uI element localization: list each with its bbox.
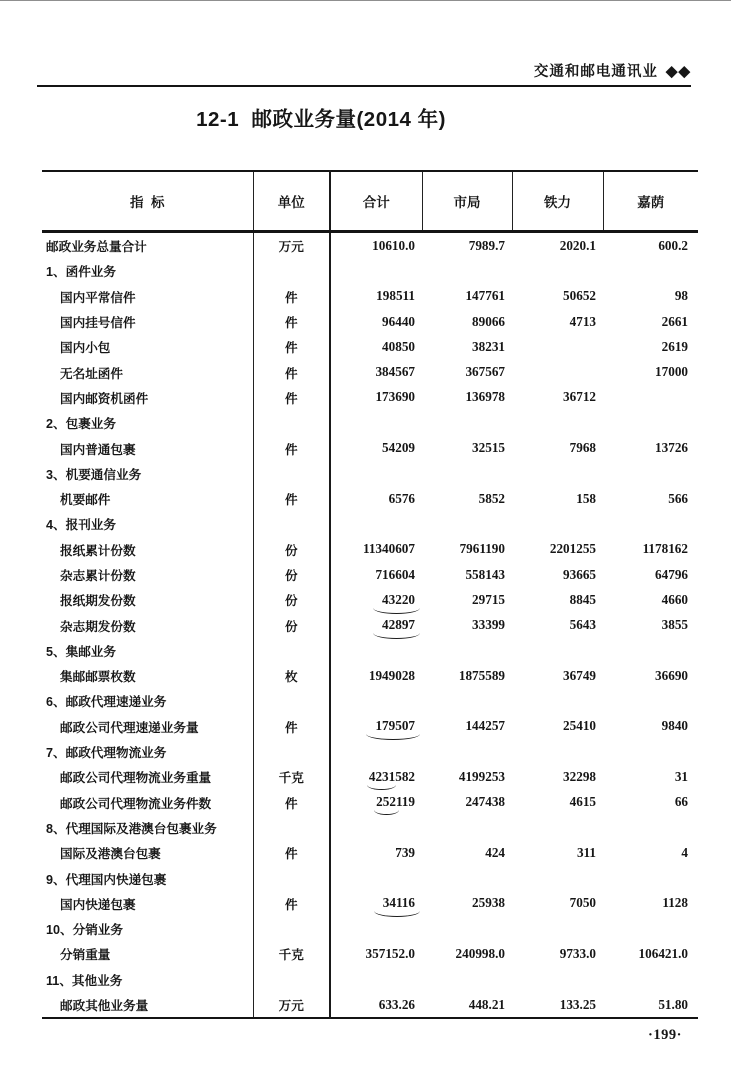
value-cell-city-bureau — [422, 815, 512, 840]
table-row — [42, 638, 698, 663]
value-cell-jiayin — [603, 916, 698, 941]
indicator-cell: 无名址函件 — [60, 366, 123, 381]
unit-cell — [253, 638, 330, 663]
table-row — [42, 663, 698, 688]
unit-cell — [253, 815, 330, 840]
value-cell-tieli — [512, 410, 603, 435]
value-cell-tieli: 5643 — [569, 617, 596, 633]
value-cell-total — [330, 815, 422, 840]
value-cell-total: 1949028 — [368, 667, 415, 683]
indicator-cell: 8、代理国际及港澳台包裹业务 — [46, 821, 217, 836]
value-cell-jiayin — [603, 385, 698, 410]
value-cell-jiayin — [603, 688, 698, 713]
indicator-cell: 国内小包 — [60, 341, 111, 356]
table-row — [42, 612, 698, 637]
unit-cell — [253, 865, 330, 890]
value-cell-jiayin: 9840 — [661, 718, 688, 734]
value-cell-tieli: 7968 — [569, 440, 596, 456]
value-cell-total: 173690 — [375, 389, 415, 405]
indicator-cell: 邮政其他业务量 — [60, 999, 149, 1014]
value-cell-jiayin — [603, 638, 698, 663]
value-cell-total — [330, 739, 422, 764]
indicator-cell: 邮政公司代理速递业务量 — [60, 720, 199, 735]
value-cell-jiayin — [603, 410, 698, 435]
value-cell-city-bureau: 448.21 — [468, 996, 505, 1012]
indicator-cell: 国内快递包裹 — [60, 897, 136, 912]
value-cell-city-bureau — [422, 967, 512, 992]
value-cell-tieli — [512, 739, 603, 764]
value-cell-tieli — [512, 815, 603, 840]
col-header-city-bureau: 市局 — [422, 171, 512, 232]
table-row — [42, 865, 698, 890]
page-number: ·199· — [648, 1027, 682, 1043]
value-cell-jiayin: 1178162 — [642, 541, 688, 557]
indicator-cell: 邮政公司代理物流业务重量 — [60, 771, 212, 786]
value-cell-city-bureau — [422, 511, 512, 536]
indicator-cell: 国内平常信件 — [60, 290, 136, 305]
value-cell-total: 633.26 — [378, 996, 415, 1012]
value-cell-tieli: 7050 — [569, 895, 596, 911]
value-cell-jiayin — [603, 815, 698, 840]
value-cell-city-bureau: 4199253 — [458, 768, 505, 784]
value-cell-total — [330, 790, 422, 815]
col-header-total: 合计 — [330, 171, 422, 232]
table-header — [42, 171, 698, 232]
value-cell-tieli — [512, 967, 603, 992]
value-cell-tieli — [512, 688, 603, 713]
table-row — [42, 359, 698, 384]
value-cell-tieli — [512, 511, 603, 536]
value-cell-total — [330, 714, 422, 739]
value-cell-city-bureau — [422, 865, 512, 890]
value-cell-city-bureau: 424 — [485, 844, 505, 860]
indicator-cell: 4、报刊业务 — [46, 518, 116, 533]
value-cell-city-bureau: 136978 — [465, 389, 505, 405]
value-cell-city-bureau: 33399 — [472, 617, 505, 633]
value-cell-total — [330, 258, 422, 283]
value-cell-jiayin: 3855 — [661, 617, 688, 633]
table-row — [42, 461, 698, 486]
value-cell-city-bureau: 147761 — [465, 288, 505, 304]
value-cell-total — [330, 891, 422, 916]
value-cell-city-bureau: 5852 — [478, 490, 505, 506]
unit-cell: 份 — [253, 587, 330, 612]
unit-cell — [253, 258, 330, 283]
unit-cell: 件 — [253, 334, 330, 359]
value-cell-tieli — [512, 258, 603, 283]
table-row — [42, 410, 698, 435]
value-cell-jiayin: 1128 — [662, 895, 688, 911]
value-cell-total: 198511 — [376, 288, 415, 304]
value-cell-city-bureau: 29715 — [472, 591, 505, 607]
indicator-cell: 报纸累计份数 — [60, 543, 136, 558]
value-cell-jiayin: 4660 — [661, 591, 688, 607]
indicator-cell: 邮政业务总量合计 — [46, 240, 147, 255]
page-title: 12-1 邮政业务量(2014 年) — [196, 108, 446, 131]
value-cell-city-bureau: 32515 — [472, 440, 505, 456]
value-cell-city-bureau — [422, 916, 512, 941]
value-cell-jiayin: 66 — [674, 794, 688, 810]
value-cell-jiayin: 2619 — [661, 338, 688, 354]
value-cell-tieli: 4713 — [569, 313, 596, 329]
value-cell-total: 10610.0 — [372, 237, 415, 253]
value-cell-total — [330, 916, 422, 941]
table-row — [42, 790, 698, 815]
unit-cell — [253, 916, 330, 941]
unit-cell: 份 — [253, 537, 330, 562]
header-row — [42, 171, 698, 232]
value-cell-tieli — [512, 865, 603, 890]
indicator-cell: 2、包裹业务 — [46, 417, 116, 432]
value-cell-total — [330, 865, 422, 890]
indicator-cell: 杂志累计份数 — [60, 569, 136, 583]
indicator-cell: 1、函件业务 — [46, 265, 116, 280]
value-cell-tieli: 158 — [576, 490, 596, 506]
value-cell-city-bureau: 7961190 — [459, 541, 505, 557]
value-cell-jiayin: 566 — [668, 490, 688, 506]
value-cell-city-bureau: 1875589 — [458, 667, 505, 683]
value-cell-total — [330, 688, 422, 713]
value-cell-city-bureau: 89066 — [472, 313, 505, 329]
value-cell-city-bureau: 38231 — [472, 338, 505, 354]
unit-cell: 枚 — [253, 663, 330, 688]
value-cell-total — [330, 587, 422, 612]
pen-underline-mark: 34116 — [382, 895, 415, 911]
value-cell-tieli: 9733.0 — [559, 945, 596, 961]
col-header-tieli: 铁力 — [512, 171, 603, 232]
value-cell-city-bureau — [422, 739, 512, 764]
value-cell-total — [330, 461, 422, 486]
pen-underline-mark: 42897 — [382, 617, 415, 633]
value-cell-jiayin — [603, 739, 698, 764]
value-cell-city-bureau: 367567 — [465, 364, 505, 380]
value-cell-city-bureau — [422, 410, 512, 435]
scan-edge-line — [0, 0, 731, 1]
value-cell-tieli — [512, 916, 603, 941]
table-row — [42, 916, 698, 941]
indicator-cell: 杂志期发份数 — [60, 619, 136, 634]
value-cell-tieli: 8845 — [569, 591, 596, 607]
value-cell-total: 54209 — [382, 440, 415, 456]
value-cell-total: 716604 — [375, 566, 415, 582]
table-row — [42, 764, 698, 789]
table-row — [42, 284, 698, 309]
col-header-unit: 单位 — [253, 171, 330, 232]
table-row — [42, 309, 698, 334]
unit-cell: 份 — [253, 562, 330, 587]
unit-cell — [253, 410, 330, 435]
value-cell-tieli: 36712 — [563, 389, 596, 405]
table-row — [42, 385, 698, 410]
indicator-cell: 邮政公司代理物流业务件数 — [60, 796, 212, 811]
value-cell-jiayin: 600.2 — [658, 237, 688, 253]
table-row — [42, 334, 698, 359]
pen-underline-mark: 4231582 — [368, 768, 415, 784]
pen-underline-mark: 179507 — [375, 718, 415, 734]
value-cell-total: 739 — [395, 844, 415, 860]
table-row — [42, 511, 698, 536]
table-row — [42, 435, 698, 460]
unit-cell: 件 — [253, 359, 330, 384]
indicator-cell: 9、代理国内快递包裹 — [46, 872, 167, 887]
table-row — [42, 486, 698, 511]
value-cell-city-bureau: 144257 — [465, 718, 505, 734]
value-cell-total — [330, 967, 422, 992]
table-row — [42, 739, 698, 764]
value-cell-total: 96440 — [382, 313, 415, 329]
value-cell-tieli — [512, 461, 603, 486]
unit-cell: 件 — [253, 486, 330, 511]
unit-cell: 件 — [253, 840, 330, 865]
running-header-text: 交通和邮电通讯业 — [533, 64, 658, 80]
unit-cell — [253, 688, 330, 713]
unit-cell: 千克 — [253, 764, 330, 789]
indicator-cell: 3、机要通信业务 — [46, 467, 142, 482]
value-cell-jiayin — [603, 258, 698, 283]
value-cell-tieli: 133.25 — [559, 996, 596, 1012]
indicator-cell: 国内挂号信件 — [60, 316, 136, 331]
value-cell-jiayin: 36690 — [655, 667, 688, 683]
value-cell-city-bureau — [422, 461, 512, 486]
unit-cell: 万元 — [253, 992, 330, 1018]
value-cell-total — [330, 764, 422, 789]
postal-volume-table — [42, 170, 698, 1019]
value-cell-jiayin: 51.80 — [658, 996, 688, 1012]
value-cell-total — [330, 638, 422, 663]
indicator-cell: 机要邮件 — [60, 493, 111, 508]
unit-cell — [253, 967, 330, 992]
table-row — [42, 967, 698, 992]
table-row — [42, 992, 698, 1018]
indicator-cell: 10、分销业务 — [46, 923, 123, 938]
indicator-cell: 7、邮政代理物流业务 — [46, 746, 167, 761]
table-row — [42, 232, 698, 259]
value-cell-jiayin — [603, 511, 698, 536]
value-cell-tieli: 4615 — [569, 794, 596, 810]
col-header-indicator: 指 标 — [42, 171, 253, 232]
value-cell-jiayin: 4 — [681, 844, 688, 860]
indicator-cell: 5、集邮业务 — [46, 644, 116, 659]
value-cell-total: 6576 — [388, 490, 415, 506]
value-cell-tieli: 25410 — [563, 718, 596, 734]
running-header — [37, 60, 691, 87]
value-cell-total: 384567 — [375, 364, 415, 380]
value-cell-total: 40850 — [382, 338, 415, 354]
value-cell-tieli: 32298 — [563, 768, 596, 784]
value-cell-total: 11340607 — [362, 541, 415, 557]
unit-cell: 件 — [253, 284, 330, 309]
value-cell-city-bureau: 558143 — [465, 566, 505, 582]
value-cell-jiayin: 98 — [674, 288, 688, 304]
unit-cell — [253, 461, 330, 486]
value-cell-tieli: 93665 — [563, 566, 596, 582]
value-cell-jiayin — [603, 461, 698, 486]
table-row — [42, 714, 698, 739]
indicator-cell: 国际及港澳台包裹 — [60, 847, 161, 862]
table-row — [42, 587, 698, 612]
value-cell-tieli: 311 — [576, 844, 596, 860]
unit-cell: 件 — [253, 385, 330, 410]
value-cell-jiayin: 106421.0 — [638, 945, 688, 961]
value-cell-tieli — [512, 334, 603, 359]
col-header-jiayin: 嘉荫 — [603, 171, 698, 232]
indicator-cell: 6、邮政代理速递业务 — [46, 695, 167, 710]
indicator-cell: 国内普通包裹 — [60, 442, 136, 457]
value-cell-total — [330, 410, 422, 435]
diamond-icons: ◆◆ — [665, 63, 691, 80]
value-cell-total — [330, 511, 422, 536]
value-cell-total: 357152.0 — [365, 945, 415, 961]
table-row — [42, 537, 698, 562]
value-cell-city-bureau: 247438 — [465, 794, 505, 810]
value-cell-jiayin: 64796 — [655, 566, 688, 582]
indicator-cell: 国内邮资机函件 — [60, 391, 149, 406]
unit-cell: 件 — [253, 891, 330, 916]
unit-cell: 件 — [253, 309, 330, 334]
indicator-cell: 报纸期发份数 — [60, 594, 136, 609]
value-cell-city-bureau — [422, 638, 512, 663]
value-cell-tieli — [512, 359, 603, 384]
value-cell-jiayin: 2661 — [661, 313, 688, 329]
table-body — [42, 232, 698, 1019]
unit-cell: 件 — [253, 435, 330, 460]
value-cell-tieli — [512, 638, 603, 663]
value-cell-city-bureau: 7989.7 — [468, 237, 505, 253]
pen-underline-mark: 252119 — [376, 794, 415, 810]
unit-cell — [253, 739, 330, 764]
value-cell-tieli: 2201255 — [549, 541, 596, 557]
value-cell-total — [330, 612, 422, 637]
unit-cell: 千克 — [253, 941, 330, 966]
value-cell-tieli: 36749 — [563, 667, 596, 683]
table-row — [42, 891, 698, 916]
value-cell-jiayin — [603, 967, 698, 992]
value-cell-jiayin: 17000 — [655, 364, 688, 380]
unit-cell: 件 — [253, 714, 330, 739]
table-row — [42, 840, 698, 865]
unit-cell: 万元 — [253, 232, 330, 259]
unit-cell: 份 — [253, 612, 330, 637]
indicator-cell: 集邮邮票枚数 — [60, 670, 136, 685]
table-row — [42, 815, 698, 840]
table-row — [42, 941, 698, 966]
value-cell-city-bureau: 240998.0 — [455, 945, 505, 961]
value-cell-jiayin: 31 — [674, 768, 688, 784]
indicator-cell: 分销重量 — [60, 948, 111, 963]
value-cell-tieli: 2020.1 — [559, 237, 596, 253]
value-cell-city-bureau: 25938 — [472, 895, 505, 911]
table-row — [42, 258, 698, 283]
indicator-cell: 11、其他业务 — [46, 973, 123, 988]
table-row — [42, 562, 698, 587]
table-row — [42, 688, 698, 713]
pen-underline-mark: 43220 — [382, 591, 415, 607]
unit-cell: 件 — [253, 790, 330, 815]
value-cell-jiayin — [603, 865, 698, 890]
value-cell-city-bureau — [422, 258, 512, 283]
value-cell-jiayin: 13726 — [655, 440, 688, 456]
value-cell-tieli: 50652 — [563, 288, 596, 304]
unit-cell — [253, 511, 330, 536]
value-cell-city-bureau — [422, 688, 512, 713]
